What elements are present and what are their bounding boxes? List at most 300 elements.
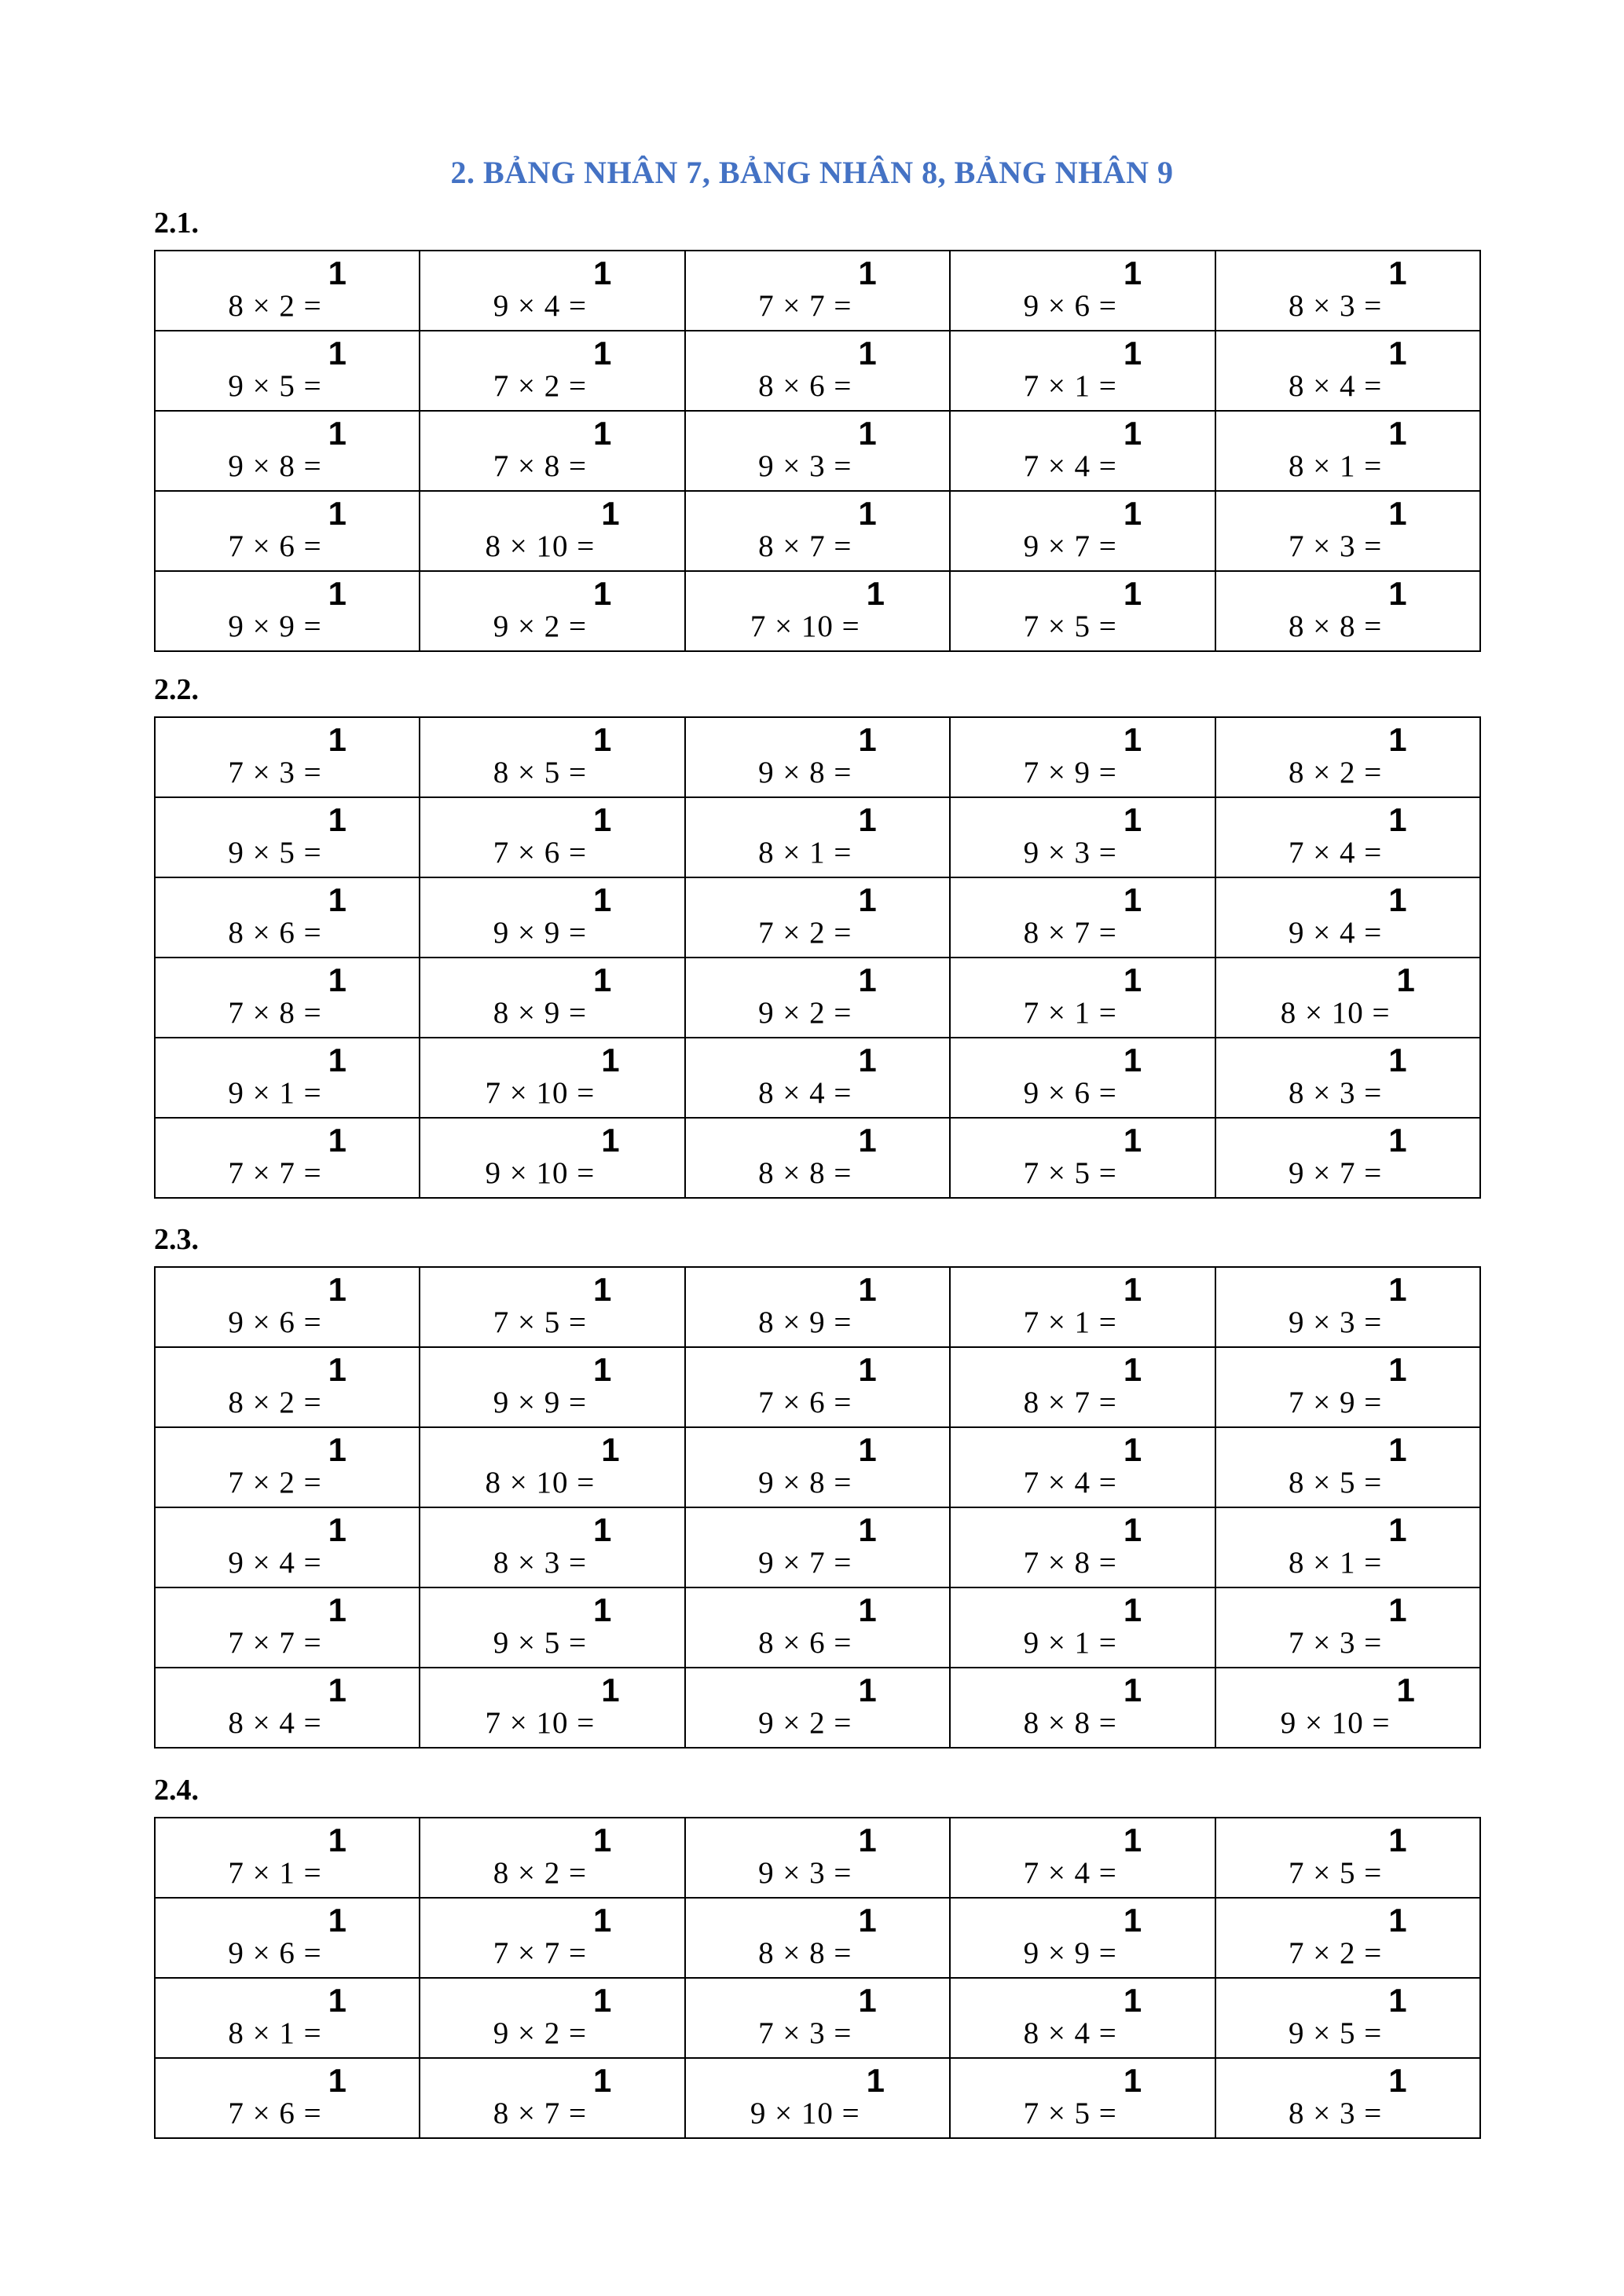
exercise-content xyxy=(1216,1271,1479,1340)
score-mark: 1 xyxy=(858,1431,877,1469)
score-mark: 1 xyxy=(1388,495,1407,533)
score-mark: 1 xyxy=(1396,961,1415,999)
multiplication-expression: 8 × 5 = xyxy=(1288,1466,1383,1500)
multiplication-expression: 8 × 7 = xyxy=(1023,916,1117,950)
multiplication-expression: 9 × 2 = xyxy=(493,610,588,643)
table-row xyxy=(155,717,1480,797)
score-mark: 1 xyxy=(328,1672,346,1709)
exercise-cell xyxy=(685,1267,950,1347)
score-mark: 1 xyxy=(1123,495,1142,533)
exercise-content xyxy=(420,415,684,484)
multiplication-expression: 8 × 8 = xyxy=(1023,1706,1117,1740)
exercise-content xyxy=(156,1822,419,1891)
multiplication-expression: 9 × 7 = xyxy=(1288,1156,1383,1190)
multiplication-expression: 9 × 6 = xyxy=(1023,289,1117,323)
exercise-cell xyxy=(155,1898,420,1978)
exercise-content xyxy=(686,1822,949,1891)
score-mark: 1 xyxy=(328,801,346,839)
score-mark: 1 xyxy=(593,801,612,839)
exercise-content xyxy=(686,495,949,564)
score-mark: 1 xyxy=(328,1042,346,1079)
exercise-cell xyxy=(950,411,1215,491)
score-mark: 1 xyxy=(858,495,877,533)
multiplication-expression: 9 × 2 = xyxy=(758,996,852,1030)
exercise-content xyxy=(420,881,684,950)
exercise-cell xyxy=(1215,491,1480,571)
exercise-cell xyxy=(950,1818,1215,1898)
exercise-cell xyxy=(420,877,684,958)
multiplication-expression: 7 × 10 = xyxy=(485,1076,596,1110)
multiplication-expression: 7 × 7 = xyxy=(493,1936,588,1970)
score-mark: 1 xyxy=(1388,1982,1407,2020)
exercise-cell xyxy=(950,1587,1215,1668)
exercise-content xyxy=(951,1042,1214,1111)
multiplication-expression: 8 × 3 = xyxy=(1288,2096,1383,2130)
multiplication-expression: 7 × 5 = xyxy=(493,1305,588,1339)
score-mark: 1 xyxy=(593,1902,612,1939)
exercise-cell xyxy=(685,797,950,877)
exercise-content xyxy=(156,1431,419,1500)
score-mark: 1 xyxy=(593,961,612,999)
exercise-content xyxy=(951,335,1214,404)
multiplication-expression: 8 × 6 = xyxy=(758,1626,852,1660)
exercise-cell xyxy=(420,331,684,411)
exercise-cell xyxy=(950,1038,1215,1118)
multiplication-expression: 7 × 7 = xyxy=(228,1156,322,1190)
exercise-cell xyxy=(420,1978,684,2058)
score-mark: 1 xyxy=(601,1431,620,1469)
exercise-content xyxy=(420,1511,684,1580)
score-mark: 1 xyxy=(1123,1122,1142,1159)
multiplication-expression: 9 × 8 = xyxy=(228,449,322,483)
exercise-content xyxy=(156,1982,419,2051)
score-mark: 1 xyxy=(858,1511,877,1549)
exercise-cell xyxy=(685,411,950,491)
score-mark: 1 xyxy=(1388,721,1407,759)
exercise-cell xyxy=(155,331,420,411)
table-row xyxy=(155,2058,1480,2138)
section-label: 2.3. xyxy=(154,1223,199,1256)
exercise-content xyxy=(420,721,684,790)
exercise-cell xyxy=(155,1978,420,2058)
table-row xyxy=(155,1038,1480,1118)
multiplication-expression: 8 × 5 = xyxy=(493,756,588,789)
exercise-content xyxy=(686,961,949,1031)
multiplication-expression: 9 × 8 = xyxy=(758,756,852,789)
multiplication-expression: 9 × 5 = xyxy=(228,369,322,403)
exercise-content xyxy=(156,2062,419,2131)
score-mark: 1 xyxy=(1123,255,1142,292)
exercise-content xyxy=(156,1902,419,1971)
exercise-content xyxy=(686,575,949,644)
exercise-content xyxy=(686,1591,949,1661)
score-mark: 1 xyxy=(1123,881,1142,919)
exercise-cell xyxy=(950,1507,1215,1587)
multiplication-expression: 9 × 5 = xyxy=(1288,2016,1383,2050)
exercise-cell xyxy=(950,1427,1215,1507)
exercise-content xyxy=(686,2062,949,2131)
exercise-cell xyxy=(420,1898,684,1978)
score-mark: 1 xyxy=(1388,1271,1407,1309)
exercise-cell xyxy=(1215,1118,1480,1198)
exercise-cell xyxy=(1215,1267,1480,1347)
exercise-content xyxy=(1216,575,1479,644)
multiplication-expression: 8 × 1 = xyxy=(758,836,852,870)
exercise-content xyxy=(686,721,949,790)
multiplication-expression: 8 × 3 = xyxy=(1288,1076,1383,1110)
score-mark: 1 xyxy=(1123,801,1142,839)
exercise-cell xyxy=(155,1818,420,1898)
score-mark: 1 xyxy=(593,1351,612,1389)
score-mark: 1 xyxy=(601,1122,620,1159)
table-row xyxy=(155,1978,1480,2058)
exercise-cell xyxy=(420,1668,684,1748)
exercise-cell xyxy=(685,331,950,411)
score-mark: 1 xyxy=(1123,1902,1142,1939)
score-mark: 1 xyxy=(1123,1672,1142,1709)
multiplication-expression: 9 × 1 = xyxy=(228,1076,322,1110)
exercise-content xyxy=(951,1672,1214,1741)
score-mark: 1 xyxy=(328,1982,346,2020)
score-mark: 1 xyxy=(328,1511,346,1549)
multiplication-expression: 8 × 7 = xyxy=(493,2096,588,2130)
multiplication-expression: 9 × 1 = xyxy=(1023,1626,1117,1660)
exercise-content xyxy=(1216,1511,1479,1580)
exercise-cell xyxy=(950,1118,1215,1198)
exercise-cell xyxy=(950,1978,1215,2058)
score-mark: 1 xyxy=(858,1122,877,1159)
exercise-content xyxy=(156,575,419,644)
score-mark: 1 xyxy=(1123,575,1142,613)
exercise-content xyxy=(156,1042,419,1111)
score-mark: 1 xyxy=(328,1122,346,1159)
score-mark: 1 xyxy=(1388,1122,1407,1159)
multiplication-expression: 8 × 2 = xyxy=(228,289,322,323)
exercise-cell xyxy=(420,1347,684,1427)
score-mark: 1 xyxy=(328,255,346,292)
multiplication-expression: 7 × 5 = xyxy=(1023,2096,1117,2130)
exercise-cell xyxy=(950,1347,1215,1427)
multiplication-expression: 8 × 3 = xyxy=(493,1546,588,1580)
exercise-content xyxy=(951,1431,1214,1500)
score-mark: 1 xyxy=(601,495,620,533)
exercise-cell xyxy=(685,1978,950,2058)
exercise-content xyxy=(686,1122,949,1191)
exercise-content xyxy=(951,415,1214,484)
multiplication-expression: 8 × 4 = xyxy=(1023,2016,1117,2050)
exercise-cell xyxy=(155,1267,420,1347)
exercise-cell xyxy=(685,1038,950,1118)
table-row xyxy=(155,1427,1480,1507)
exercise-content xyxy=(156,1271,419,1340)
exercise-cell xyxy=(950,797,1215,877)
score-mark: 1 xyxy=(858,415,877,452)
exercise-cell xyxy=(1215,1038,1480,1118)
exercise-content xyxy=(156,961,419,1031)
exercise-content xyxy=(1216,1822,1479,1891)
score-mark: 1 xyxy=(858,1042,877,1079)
score-mark: 1 xyxy=(328,961,346,999)
multiplication-expression: 7 × 4 = xyxy=(1288,836,1383,870)
exercise-cell xyxy=(1215,2058,1480,2138)
table-row xyxy=(155,491,1480,571)
table-row xyxy=(155,797,1480,877)
score-mark: 1 xyxy=(858,1982,877,2020)
exercise-content xyxy=(951,881,1214,950)
exercise-content xyxy=(1216,2062,1479,2131)
score-mark: 1 xyxy=(858,801,877,839)
table-row xyxy=(155,1818,1480,1898)
exercise-content xyxy=(156,1351,419,1420)
score-mark: 1 xyxy=(858,1351,877,1389)
table-row xyxy=(155,571,1480,651)
exercise-cell xyxy=(1215,877,1480,958)
score-mark: 1 xyxy=(593,1591,612,1629)
exercise-cell xyxy=(420,411,684,491)
multiplication-expression: 8 × 9 = xyxy=(758,1305,852,1339)
multiplication-expression: 9 × 6 = xyxy=(228,1305,322,1339)
exercise-cell xyxy=(420,958,684,1038)
multiplication-expression: 9 × 4 = xyxy=(1288,916,1383,950)
exercise-cell xyxy=(685,2058,950,2138)
score-mark: 1 xyxy=(1388,801,1407,839)
score-mark: 1 xyxy=(593,335,612,372)
exercise-content xyxy=(1216,801,1479,870)
score-mark: 1 xyxy=(1123,961,1142,999)
exercise-content xyxy=(686,255,949,324)
multiplication-expression: 7 × 6 = xyxy=(228,529,322,563)
score-mark: 1 xyxy=(1388,1822,1407,1859)
multiplication-expression: 7 × 1 = xyxy=(1023,369,1117,403)
table-row xyxy=(155,251,1480,331)
exercise-grid xyxy=(154,1266,1481,1749)
exercise-content xyxy=(686,1982,949,2051)
exercise-cell xyxy=(155,2058,420,2138)
multiplication-expression: 8 × 4 = xyxy=(758,1076,852,1110)
exercise-content xyxy=(156,1122,419,1191)
exercise-content xyxy=(951,1122,1214,1191)
exercise-content xyxy=(1216,881,1479,950)
table-row xyxy=(155,1668,1480,1748)
score-mark: 1 xyxy=(328,1591,346,1629)
exercise-cell xyxy=(155,571,420,651)
exercise-content xyxy=(1216,1351,1479,1420)
exercise-content xyxy=(1216,415,1479,484)
multiplication-expression: 7 × 10 = xyxy=(485,1706,596,1740)
exercise-content xyxy=(686,1672,949,1741)
multiplication-expression: 8 × 7 = xyxy=(1023,1386,1117,1419)
score-mark: 1 xyxy=(1388,575,1407,613)
exercise-content xyxy=(1216,255,1479,324)
exercise-content xyxy=(951,801,1214,870)
exercise-content xyxy=(420,1822,684,1891)
exercise-cell xyxy=(685,1898,950,1978)
score-mark: 1 xyxy=(1123,2062,1142,2100)
exercise-content xyxy=(420,801,684,870)
score-mark: 1 xyxy=(866,575,885,613)
multiplication-expression: 9 × 9 = xyxy=(493,1386,588,1419)
exercise-cell xyxy=(1215,1587,1480,1668)
exercise-cell xyxy=(420,1587,684,1668)
exercise-content xyxy=(156,1672,419,1741)
multiplication-expression: 8 × 2 = xyxy=(228,1386,322,1419)
exercise-cell xyxy=(1215,1507,1480,1587)
score-mark: 1 xyxy=(858,721,877,759)
multiplication-expression: 7 × 9 = xyxy=(1288,1386,1383,1419)
exercise-content xyxy=(156,495,419,564)
exercise-content xyxy=(951,1271,1214,1340)
multiplication-expression: 9 × 7 = xyxy=(1023,529,1117,563)
exercise-content xyxy=(156,255,419,324)
multiplication-expression: 9 × 10 = xyxy=(1280,1706,1391,1740)
exercise-cell xyxy=(950,491,1215,571)
exercise-cell xyxy=(1215,1818,1480,1898)
multiplication-expression: 8 × 1 = xyxy=(228,2016,322,2050)
score-mark: 1 xyxy=(1396,1672,1415,1709)
multiplication-expression: 7 × 2 = xyxy=(1288,1936,1383,1970)
score-mark: 1 xyxy=(593,1511,612,1549)
score-mark: 1 xyxy=(1388,1591,1407,1629)
exercise-content xyxy=(156,881,419,950)
multiplication-expression: 9 × 9 = xyxy=(493,916,588,950)
exercise-content xyxy=(420,1122,684,1191)
table-row xyxy=(155,331,1480,411)
exercise-cell xyxy=(1215,411,1480,491)
exercise-cell xyxy=(155,411,420,491)
section-label: 2.4. xyxy=(154,1774,199,1807)
multiplication-expression: 9 × 4 = xyxy=(493,289,588,323)
multiplication-expression: 8 × 2 = xyxy=(1288,756,1383,789)
score-mark: 1 xyxy=(593,1822,612,1859)
score-mark: 1 xyxy=(1123,415,1142,452)
exercise-content xyxy=(156,335,419,404)
exercise-cell xyxy=(950,1668,1215,1748)
exercise-cell xyxy=(950,251,1215,331)
score-mark: 1 xyxy=(858,881,877,919)
exercise-content xyxy=(1216,1431,1479,1500)
exercise-cell xyxy=(1215,1978,1480,2058)
exercise-content xyxy=(1216,495,1479,564)
multiplication-expression: 7 × 1 = xyxy=(1023,996,1117,1030)
multiplication-expression: 9 × 10 = xyxy=(485,1156,596,1190)
multiplication-expression: 8 × 4 = xyxy=(1288,369,1383,403)
exercise-cell xyxy=(420,2058,684,2138)
multiplication-expression: 7 × 2 = xyxy=(228,1466,322,1500)
exercise-cell xyxy=(1215,797,1480,877)
exercise-content xyxy=(686,335,949,404)
score-mark: 1 xyxy=(328,495,346,533)
multiplication-expression: 9 × 3 = xyxy=(758,1856,852,1890)
exercise-cell xyxy=(1215,958,1480,1038)
exercise-content xyxy=(951,961,1214,1031)
score-mark: 1 xyxy=(1123,1591,1142,1629)
exercise-content xyxy=(420,2062,684,2131)
score-mark: 1 xyxy=(328,1351,346,1389)
score-mark: 1 xyxy=(593,721,612,759)
section-label: 2.1. xyxy=(154,207,199,240)
table-row xyxy=(155,1507,1480,1587)
multiplication-expression: 8 × 7 = xyxy=(758,529,852,563)
multiplication-expression: 7 × 6 = xyxy=(758,1386,852,1419)
exercise-cell xyxy=(1215,1347,1480,1427)
exercise-content xyxy=(420,1271,684,1340)
exercise-cell xyxy=(685,877,950,958)
exercise-content xyxy=(951,495,1214,564)
score-mark: 1 xyxy=(328,2062,346,2100)
exercise-cell xyxy=(1215,571,1480,651)
score-mark: 1 xyxy=(328,881,346,919)
multiplication-expression: 9 × 8 = xyxy=(758,1466,852,1500)
exercise-cell xyxy=(155,1347,420,1427)
exercise-cell xyxy=(155,717,420,797)
score-mark: 1 xyxy=(1123,1822,1142,1859)
exercise-cell xyxy=(685,717,950,797)
exercise-cell xyxy=(155,1587,420,1668)
table-row xyxy=(155,1118,1480,1198)
exercise-content xyxy=(420,961,684,1031)
exercise-content xyxy=(1216,961,1479,1031)
exercise-content xyxy=(951,1591,1214,1661)
score-mark: 1 xyxy=(593,2062,612,2100)
exercise-content xyxy=(1216,1982,1479,2051)
multiplication-expression: 7 × 4 = xyxy=(1023,1856,1117,1890)
exercise-cell xyxy=(155,958,420,1038)
exercise-content xyxy=(156,1591,419,1661)
multiplication-expression: 9 × 2 = xyxy=(758,1706,852,1740)
score-mark: 1 xyxy=(601,1672,620,1709)
exercise-content xyxy=(420,495,684,564)
score-mark: 1 xyxy=(1388,1511,1407,1549)
score-mark: 1 xyxy=(1123,1351,1142,1389)
exercise-cell xyxy=(420,1118,684,1198)
score-mark: 1 xyxy=(866,2062,885,2100)
exercise-cell xyxy=(685,491,950,571)
exercise-cell xyxy=(155,877,420,958)
exercise-content xyxy=(1216,335,1479,404)
multiplication-expression: 7 × 6 = xyxy=(228,2096,322,2130)
multiplication-expression: 7 × 4 = xyxy=(1023,449,1117,483)
score-mark: 1 xyxy=(1388,1351,1407,1389)
score-mark: 1 xyxy=(858,1672,877,1709)
score-mark: 1 xyxy=(1388,335,1407,372)
table-row xyxy=(155,1587,1480,1668)
multiplication-expression: 9 × 9 = xyxy=(1023,1936,1117,1970)
multiplication-expression: 8 × 8 = xyxy=(758,1936,852,1970)
score-mark: 1 xyxy=(601,1042,620,1079)
exercise-cell xyxy=(1215,331,1480,411)
multiplication-expression: 9 × 3 = xyxy=(1288,1305,1383,1339)
exercise-cell xyxy=(155,1118,420,1198)
exercise-content xyxy=(420,575,684,644)
score-mark: 1 xyxy=(858,1902,877,1939)
exercise-cell xyxy=(155,1038,420,1118)
exercise-content xyxy=(1216,1122,1479,1191)
multiplication-expression: 8 × 8 = xyxy=(1288,610,1383,643)
exercise-cell xyxy=(155,1427,420,1507)
table-row xyxy=(155,411,1480,491)
score-mark: 1 xyxy=(1388,2062,1407,2100)
exercise-cell xyxy=(420,797,684,877)
exercise-content xyxy=(686,1431,949,1500)
exercise-cell xyxy=(155,251,420,331)
multiplication-expression: 9 × 5 = xyxy=(228,836,322,870)
score-mark: 1 xyxy=(1123,1271,1142,1309)
multiplication-expression: 7 × 3 = xyxy=(1288,1626,1383,1660)
multiplication-expression: 8 × 1 = xyxy=(1288,449,1383,483)
exercise-cell xyxy=(950,1898,1215,1978)
multiplication-expression: 9 × 2 = xyxy=(493,2016,588,2050)
multiplication-expression: 7 × 8 = xyxy=(228,996,322,1030)
